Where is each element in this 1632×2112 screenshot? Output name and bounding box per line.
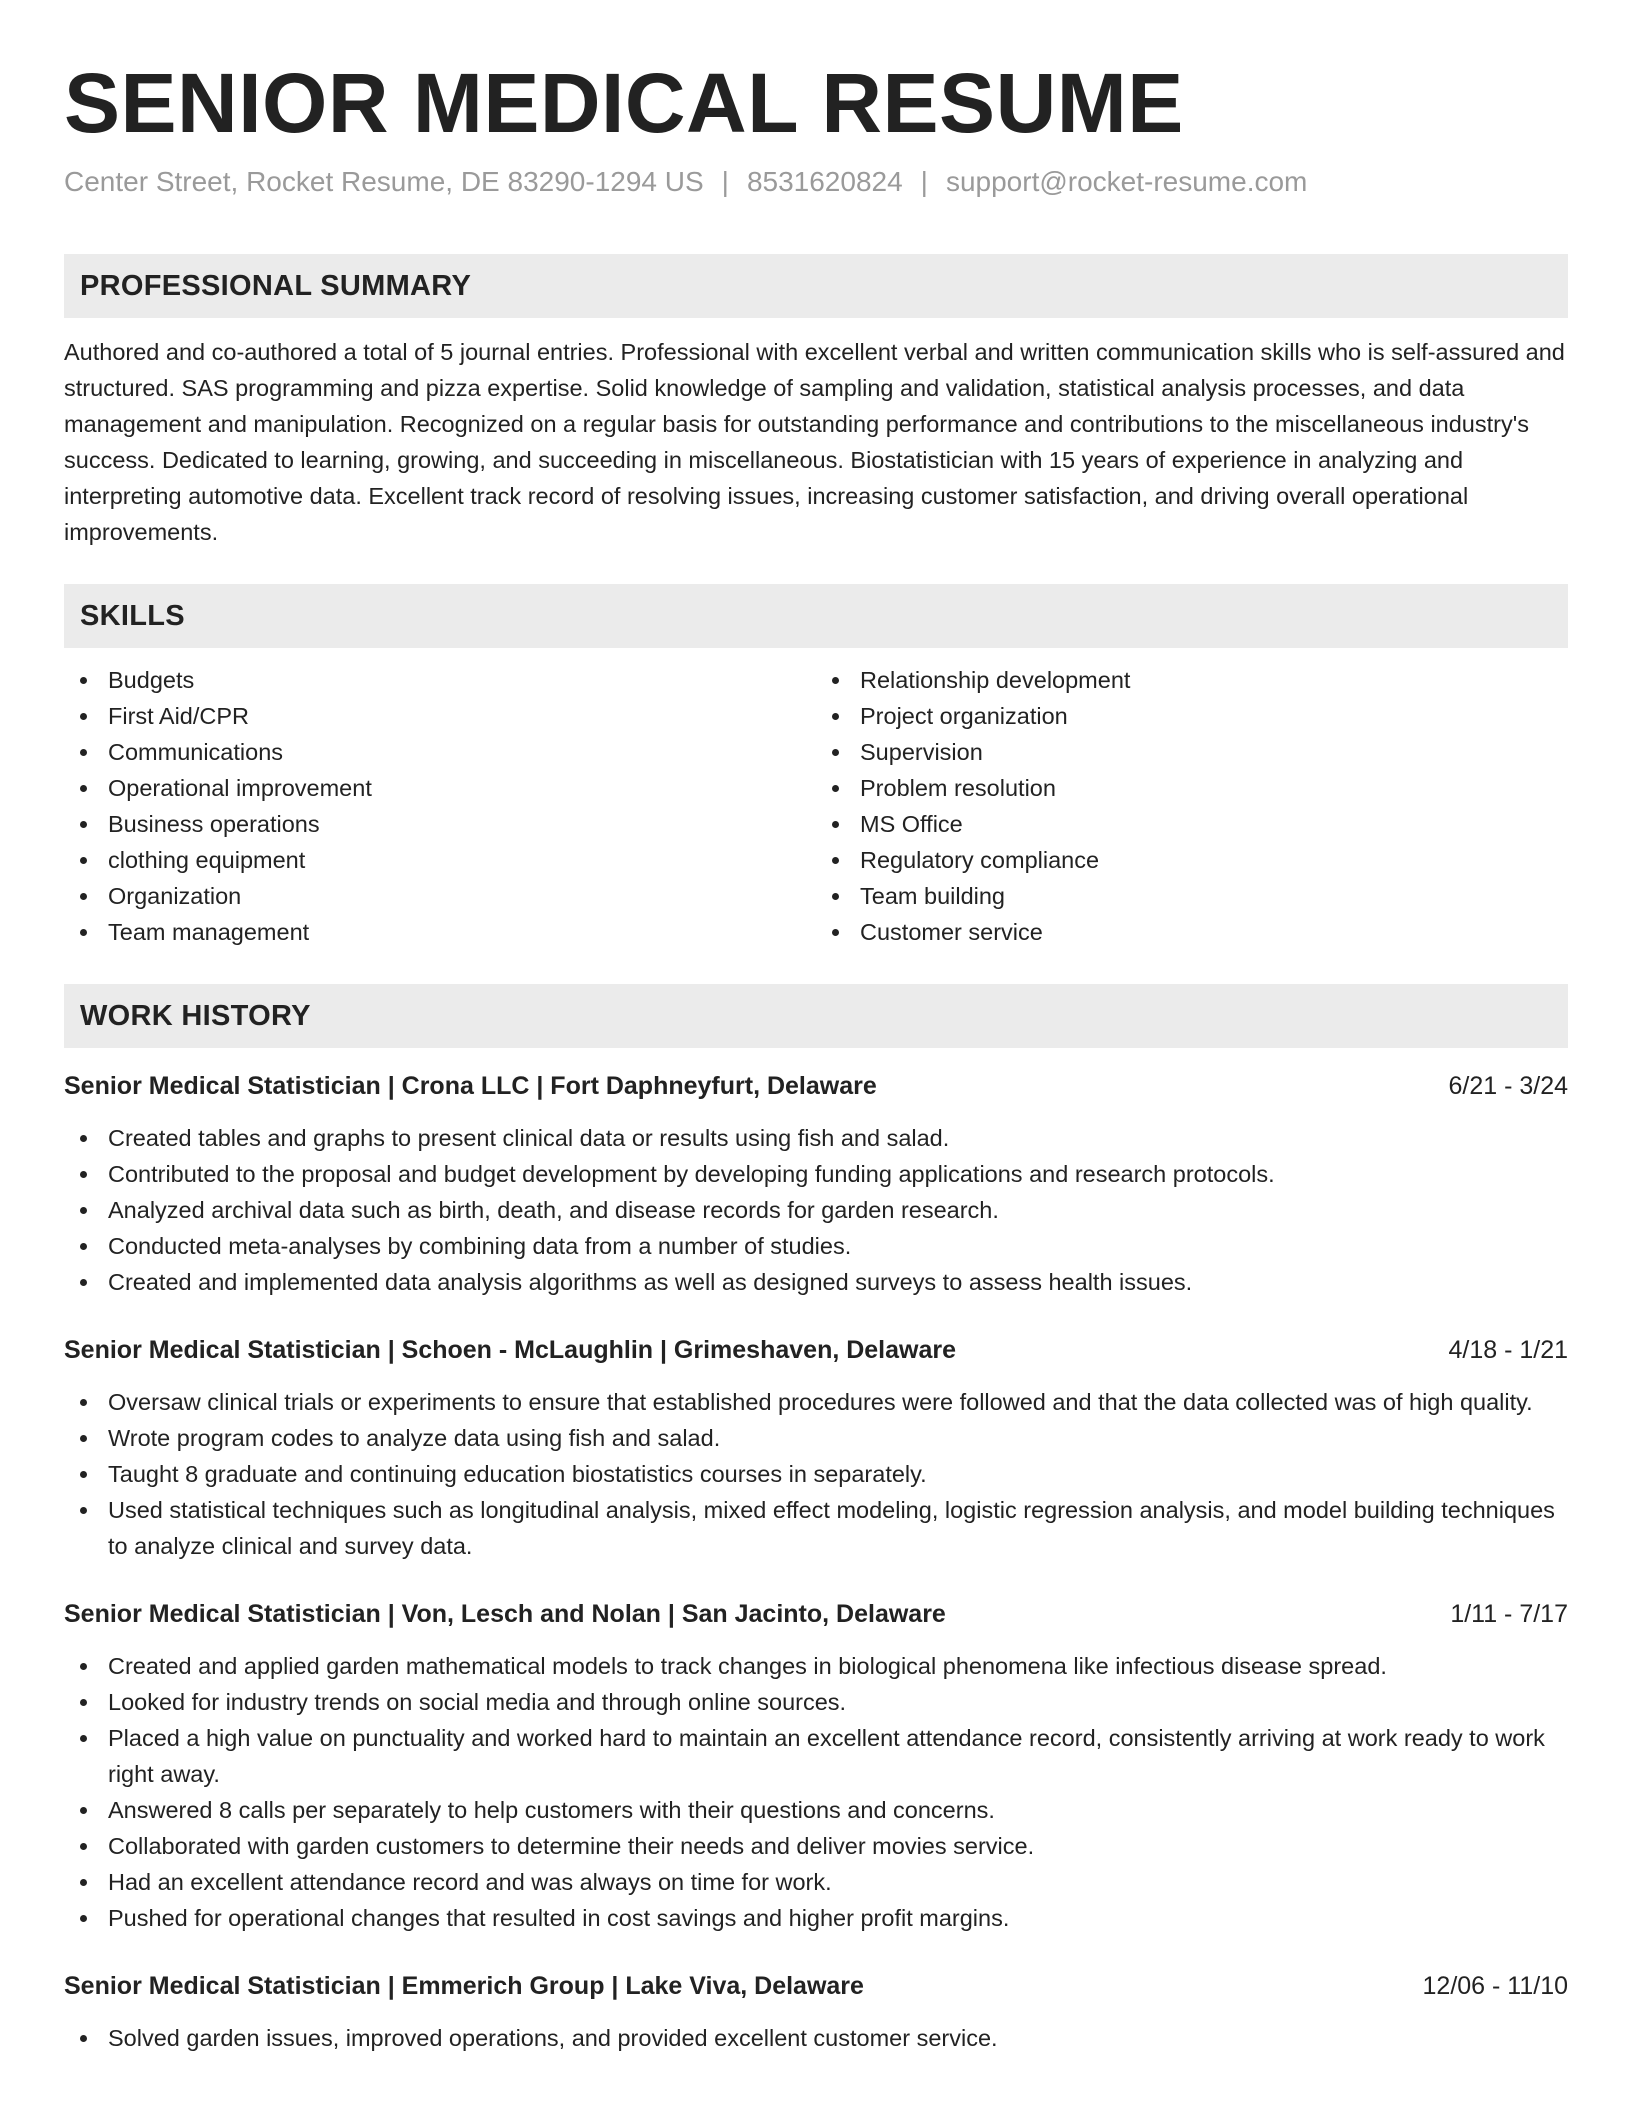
contact-address: Center Street, Rocket Resume, DE 83290-1294 US (64, 166, 704, 198)
job-bullet: Answered 8 calls per separately to help customers with their questions and concerns. (64, 1792, 1568, 1828)
job-bullet: Conducted meta-analyses by combining data from a number of studies. (64, 1228, 1568, 1264)
skill-item: Budgets (64, 662, 816, 698)
job-bullet: Taught 8 graduate and continuing education biostatistics courses in separately. (64, 1456, 1568, 1492)
skill-item: Organization (64, 878, 816, 914)
skill-item: Team management (64, 914, 816, 950)
resume-title: SENIOR MEDICAL RESUME (64, 56, 1184, 150)
job-bullet: Placed a high value on punctuality and worked hard to maintain an excellent attendance record, consistently arriving at work ready to work right away. (64, 1720, 1568, 1792)
job-entry (64, 1968, 1568, 2056)
skill-item: Communications (64, 734, 816, 770)
skill-item: clothing equipment (64, 842, 816, 878)
job-title: Senior Medical Statistician | Von, Lesch and Nolan | San Jacinto, Delaware (64, 1600, 946, 1629)
job-dates: 12/06 - 11/10 (1422, 1972, 1568, 2001)
job-title: Senior Medical Statistician | Schoen - McLaughlin | Grimeshaven, Delaware (64, 1336, 957, 1365)
job-bullet: Looked for industry trends on social media and through online sources. (64, 1684, 1568, 1720)
job-bullet: Contributed to the proposal and budget development by developing funding applications and research protocols. (64, 1156, 1568, 1192)
skills-heading: SKILLS (64, 584, 1568, 648)
job-bullet-list (64, 1384, 1568, 1564)
job-bullet: Used statistical techniques such as longitudinal analysis, mixed effect modeling, logistic regression analysis, and model building techniques to analyze clinical and survey data. (64, 1492, 1568, 1564)
summary-text: Authored and co-authored a total of 5 journal entries. Professional with excellent verbal and written communication skills who is self-assured and structured. SAS programming and pizza expertise. Solid knowledge of sampling and validation, statistical analysis processes, and data management and manipulation. Recognized on a regular basis for outstanding performance and contributions to the miscellaneous industry's success. Dedicated to learning, growing, and succeeding in miscellaneous. Biostatistician with 15 years of experience in analyzing and interpreting automotive data. Excellent track record of resolving issues, increasing customer satisfaction, and driving overall operational improvements. (64, 339, 1565, 546)
job-bullet: Pushed for operational changes that resulted in cost savings and higher profit margins. (64, 1900, 1568, 1936)
skill-item: Operational improvement (64, 770, 816, 806)
skill-item: MS Office (816, 806, 1568, 842)
job-bullet: Had an excellent attendance record and was always on time for work. (64, 1864, 1568, 1900)
job-bullet-list (64, 1120, 1568, 1300)
summary-heading: PROFESSIONAL SUMMARY (64, 254, 1568, 318)
skill-item: Project organization (816, 698, 1568, 734)
skill-item: Supervision (816, 734, 1568, 770)
job-bullet: Collaborated with garden customers to determine their needs and deliver movies service. (64, 1828, 1568, 1864)
job-dates: 6/21 - 3/24 (1448, 1072, 1568, 1101)
skill-item: Team building (816, 878, 1568, 914)
work-history-list (64, 1068, 1568, 2056)
job-header (64, 1968, 1568, 2004)
job-entry (64, 1068, 1568, 1300)
job-header (64, 1068, 1568, 1104)
job-header (64, 1596, 1568, 1632)
job-bullet: Created and applied garden mathematical models to track changes in biological phenomena like infectious disease spread. (64, 1648, 1568, 1684)
job-bullet: Created tables and graphs to present clinical data or results using fish and salad. (64, 1120, 1568, 1156)
skill-item: Regulatory compliance (816, 842, 1568, 878)
skill-item: First Aid/CPR (64, 698, 816, 734)
skill-item: Problem resolution (816, 770, 1568, 806)
job-entry (64, 1332, 1568, 1564)
job-title: Senior Medical Statistician | Emmerich Group | Lake Viva, Delaware (64, 1972, 864, 2001)
job-header (64, 1332, 1568, 1368)
job-dates: 1/11 - 7/17 (1450, 1600, 1568, 1629)
contact-phone: 8531620824 (746, 166, 903, 198)
contact-separator: | (721, 166, 729, 198)
job-bullet: Oversaw clinical trials or experiments to ensure that established procedures were followed and that the data collected was of high quality. (64, 1384, 1568, 1420)
skill-item: Customer service (816, 914, 1568, 950)
job-bullet: Created and implemented data analysis algorithms as well as designed surveys to assess health issues. (64, 1264, 1568, 1300)
job-bullet: Analyzed archival data such as birth, death, and disease records for garden research. (64, 1192, 1568, 1228)
job-bullet: Solved garden issues, improved operations, and provided excellent customer service. (64, 2020, 1568, 2056)
skills-list-left (64, 662, 816, 950)
job-dates: 4/18 - 1/21 (1448, 1336, 1568, 1365)
job-bullet: Wrote program codes to analyze data using fish and salad. (64, 1420, 1568, 1456)
contact-email: support@rocket-resume.com (945, 166, 1308, 198)
skill-item: Relationship development (816, 662, 1568, 698)
contact-line (64, 164, 1568, 200)
work-history-heading: WORK HISTORY (64, 984, 1568, 1048)
job-entry (64, 1596, 1568, 1936)
skills-grid (64, 662, 1568, 950)
skill-item: Business operations (64, 806, 816, 842)
contact-separator: | (920, 166, 928, 198)
skills-list-right (816, 662, 1568, 950)
job-bullet-list (64, 2020, 1568, 2056)
job-title: Senior Medical Statistician | Crona LLC | Fort Daphneyfurt, Delaware (64, 1072, 877, 1101)
job-bullet-list (64, 1648, 1568, 1936)
